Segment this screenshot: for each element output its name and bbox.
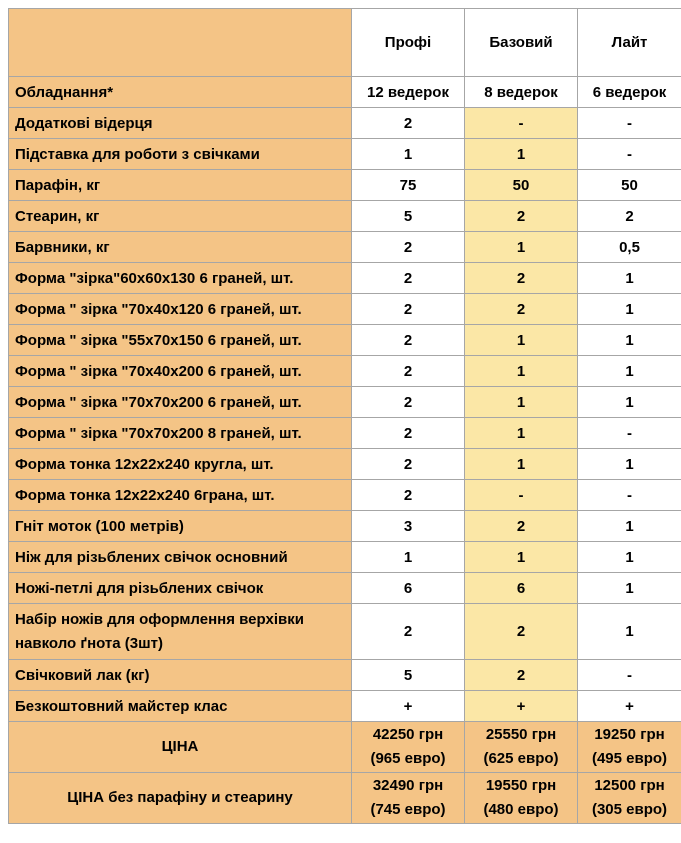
table-row [9, 294, 681, 325]
row-label: Обладнання* [9, 77, 352, 108]
table-row [9, 542, 681, 573]
cell-bazovyi: + [465, 691, 578, 722]
cell-lait: 1 [578, 294, 681, 325]
price-no-wax-row [9, 773, 681, 824]
header-profi: Профі [352, 9, 465, 77]
cell-lait: 1 [578, 573, 681, 604]
cell-bazovyi: 2 [465, 660, 578, 691]
cell-lait: 1 [578, 449, 681, 480]
price-uah: 19550 грн [485, 777, 557, 794]
row-label: Форма тонка 12х22х240 кругла, шт. [9, 449, 352, 480]
cell-lait: 1 [578, 542, 681, 573]
cell-lait: - [578, 480, 681, 511]
cell-profi: 75 [352, 170, 465, 201]
price-eur: (480 евро) [483, 801, 559, 818]
price-label: ЦІНА [9, 722, 352, 773]
cell-profi: 2 [352, 325, 465, 356]
cell-lait: - [578, 660, 681, 691]
cell-profi: 2 [352, 418, 465, 449]
table-row [9, 170, 681, 201]
row-label: Форма " зірка "70х70х200 8 граней, шт. [9, 418, 352, 449]
price-uah: 12500 грн [594, 777, 665, 794]
row-label: Форма тонка 12х22х240 6грана, шт. [9, 480, 352, 511]
comparison-table-wrap [8, 8, 681, 824]
row-label: Свічковий лак (кг) [9, 660, 352, 691]
table-row [9, 263, 681, 294]
cell-lait: 50 [578, 170, 681, 201]
cell-lait: 1 [578, 511, 681, 542]
row-label: Стеарин, кг [9, 201, 352, 232]
cell-lait: - [578, 139, 681, 170]
table-row [9, 232, 681, 263]
row-label: Ножі-петлі для різьблених свічок [9, 573, 352, 604]
header-lait: Лайт [578, 9, 681, 77]
table-row [9, 356, 681, 387]
table-row [9, 573, 681, 604]
cell-bazovyi: 2 [465, 201, 578, 232]
header-row [9, 9, 681, 77]
cell-profi: + [352, 691, 465, 722]
cell-lait: - [578, 108, 681, 139]
table-row [9, 108, 681, 139]
table-row [9, 660, 681, 691]
cell-profi: 3 [352, 511, 465, 542]
table-row [9, 418, 681, 449]
cell-bazovyi: - [465, 480, 578, 511]
row-label: Гніт моток (100 метрів) [9, 511, 352, 542]
cell-profi: 2 [352, 294, 465, 325]
price-uah: 42250 грн [372, 726, 444, 743]
cell-profi: 1 [352, 542, 465, 573]
table-row [9, 511, 681, 542]
row-label: Додаткові відерця [9, 108, 352, 139]
row-label: Форма " зірка "70х40х120 6 граней, шт. [9, 294, 352, 325]
price-profi [352, 722, 465, 773]
table-row [9, 480, 681, 511]
cell-bazovyi: 1 [465, 139, 578, 170]
table-row [9, 449, 681, 480]
cell-profi: 2 [352, 108, 465, 139]
row-label: Підставка для роботи з свічками [9, 139, 352, 170]
price-no-wax-profi [352, 773, 465, 824]
row-label: Форма " зірка "55х70х150 6 граней, шт. [9, 325, 352, 356]
comparison-table [8, 8, 681, 824]
row-label: Форма "зірка"60х60х130 6 граней, шт. [9, 263, 352, 294]
cell-lait: + [578, 691, 681, 722]
cell-profi: 2 [352, 480, 465, 511]
cell-lait: 0,5 [578, 232, 681, 263]
cell-bazovyi: 1 [465, 449, 578, 480]
price-row [9, 722, 681, 773]
row-label: Форма " зірка "70х70х200 6 граней, шт. [9, 387, 352, 418]
cell-profi: 2 [352, 263, 465, 294]
cell-profi: 2 [352, 232, 465, 263]
cell-bazovyi: 2 [465, 294, 578, 325]
cell-bazovyi: 1 [465, 542, 578, 573]
price-bazovyi [465, 722, 578, 773]
price-eur: (625 евро) [483, 750, 559, 767]
cell-lait: 1 [578, 356, 681, 387]
cell-lait: 2 [578, 201, 681, 232]
cell-bazovyi: 8 ведерок [465, 77, 578, 108]
cell-bazovyi: 1 [465, 387, 578, 418]
row-label: Набір ножів для оформлення верхівки навколо ґнота (3шт) [9, 604, 352, 660]
header-corner [9, 9, 352, 77]
cell-profi: 12 ведерок [352, 77, 465, 108]
cell-bazovyi: 6 [465, 573, 578, 604]
cell-profi: 2 [352, 356, 465, 387]
table-row [9, 139, 681, 170]
row-label: Безкоштовний майстер клас [9, 691, 352, 722]
cell-profi: 2 [352, 387, 465, 418]
price-eur: (965 евро) [370, 750, 446, 767]
price-uah: 19250 грн [594, 726, 665, 743]
table-row [9, 201, 681, 232]
table-row [9, 691, 681, 722]
cell-profi: 5 [352, 201, 465, 232]
price-eur: (495 евро) [591, 750, 668, 767]
cell-bazovyi: - [465, 108, 578, 139]
cell-lait: 6 ведерок [578, 77, 681, 108]
cell-profi: 6 [352, 573, 465, 604]
cell-bazovyi: 1 [465, 356, 578, 387]
cell-bazovyi: 1 [465, 418, 578, 449]
cell-bazovyi: 1 [465, 232, 578, 263]
row-label: Парафін, кг [9, 170, 352, 201]
cell-bazovyi: 2 [465, 604, 578, 660]
price-eur: (305 евро) [591, 801, 668, 818]
price-no-wax-label: ЦІНА без парафіну и стеарину [9, 773, 352, 824]
cell-lait: 1 [578, 263, 681, 294]
header-bazovyi: Базовий [465, 9, 578, 77]
price-lait [578, 722, 681, 773]
cell-lait: 1 [578, 604, 681, 660]
cell-lait: 1 [578, 325, 681, 356]
cell-bazovyi: 50 [465, 170, 578, 201]
table-row [9, 387, 681, 418]
cell-bazovyi: 2 [465, 511, 578, 542]
price-no-wax-lait [578, 773, 681, 824]
price-eur: (745 евро) [370, 801, 446, 818]
price-uah: 25550 грн [485, 726, 557, 743]
row-label: Ніж для різьблених свічок основний [9, 542, 352, 573]
price-no-wax-bazovyi [465, 773, 578, 824]
cell-profi: 2 [352, 449, 465, 480]
cell-profi: 2 [352, 604, 465, 660]
table-row [9, 604, 681, 660]
row-label: Барвники, кг [9, 232, 352, 263]
table-row [9, 325, 681, 356]
cell-bazovyi: 1 [465, 325, 578, 356]
cell-profi: 5 [352, 660, 465, 691]
cell-lait: 1 [578, 387, 681, 418]
cell-profi: 1 [352, 139, 465, 170]
cell-bazovyi: 2 [465, 263, 578, 294]
price-uah: 32490 грн [372, 777, 444, 794]
cell-lait: - [578, 418, 681, 449]
table-row [9, 77, 681, 108]
row-label: Форма " зірка "70х40х200 6 граней, шт. [9, 356, 352, 387]
